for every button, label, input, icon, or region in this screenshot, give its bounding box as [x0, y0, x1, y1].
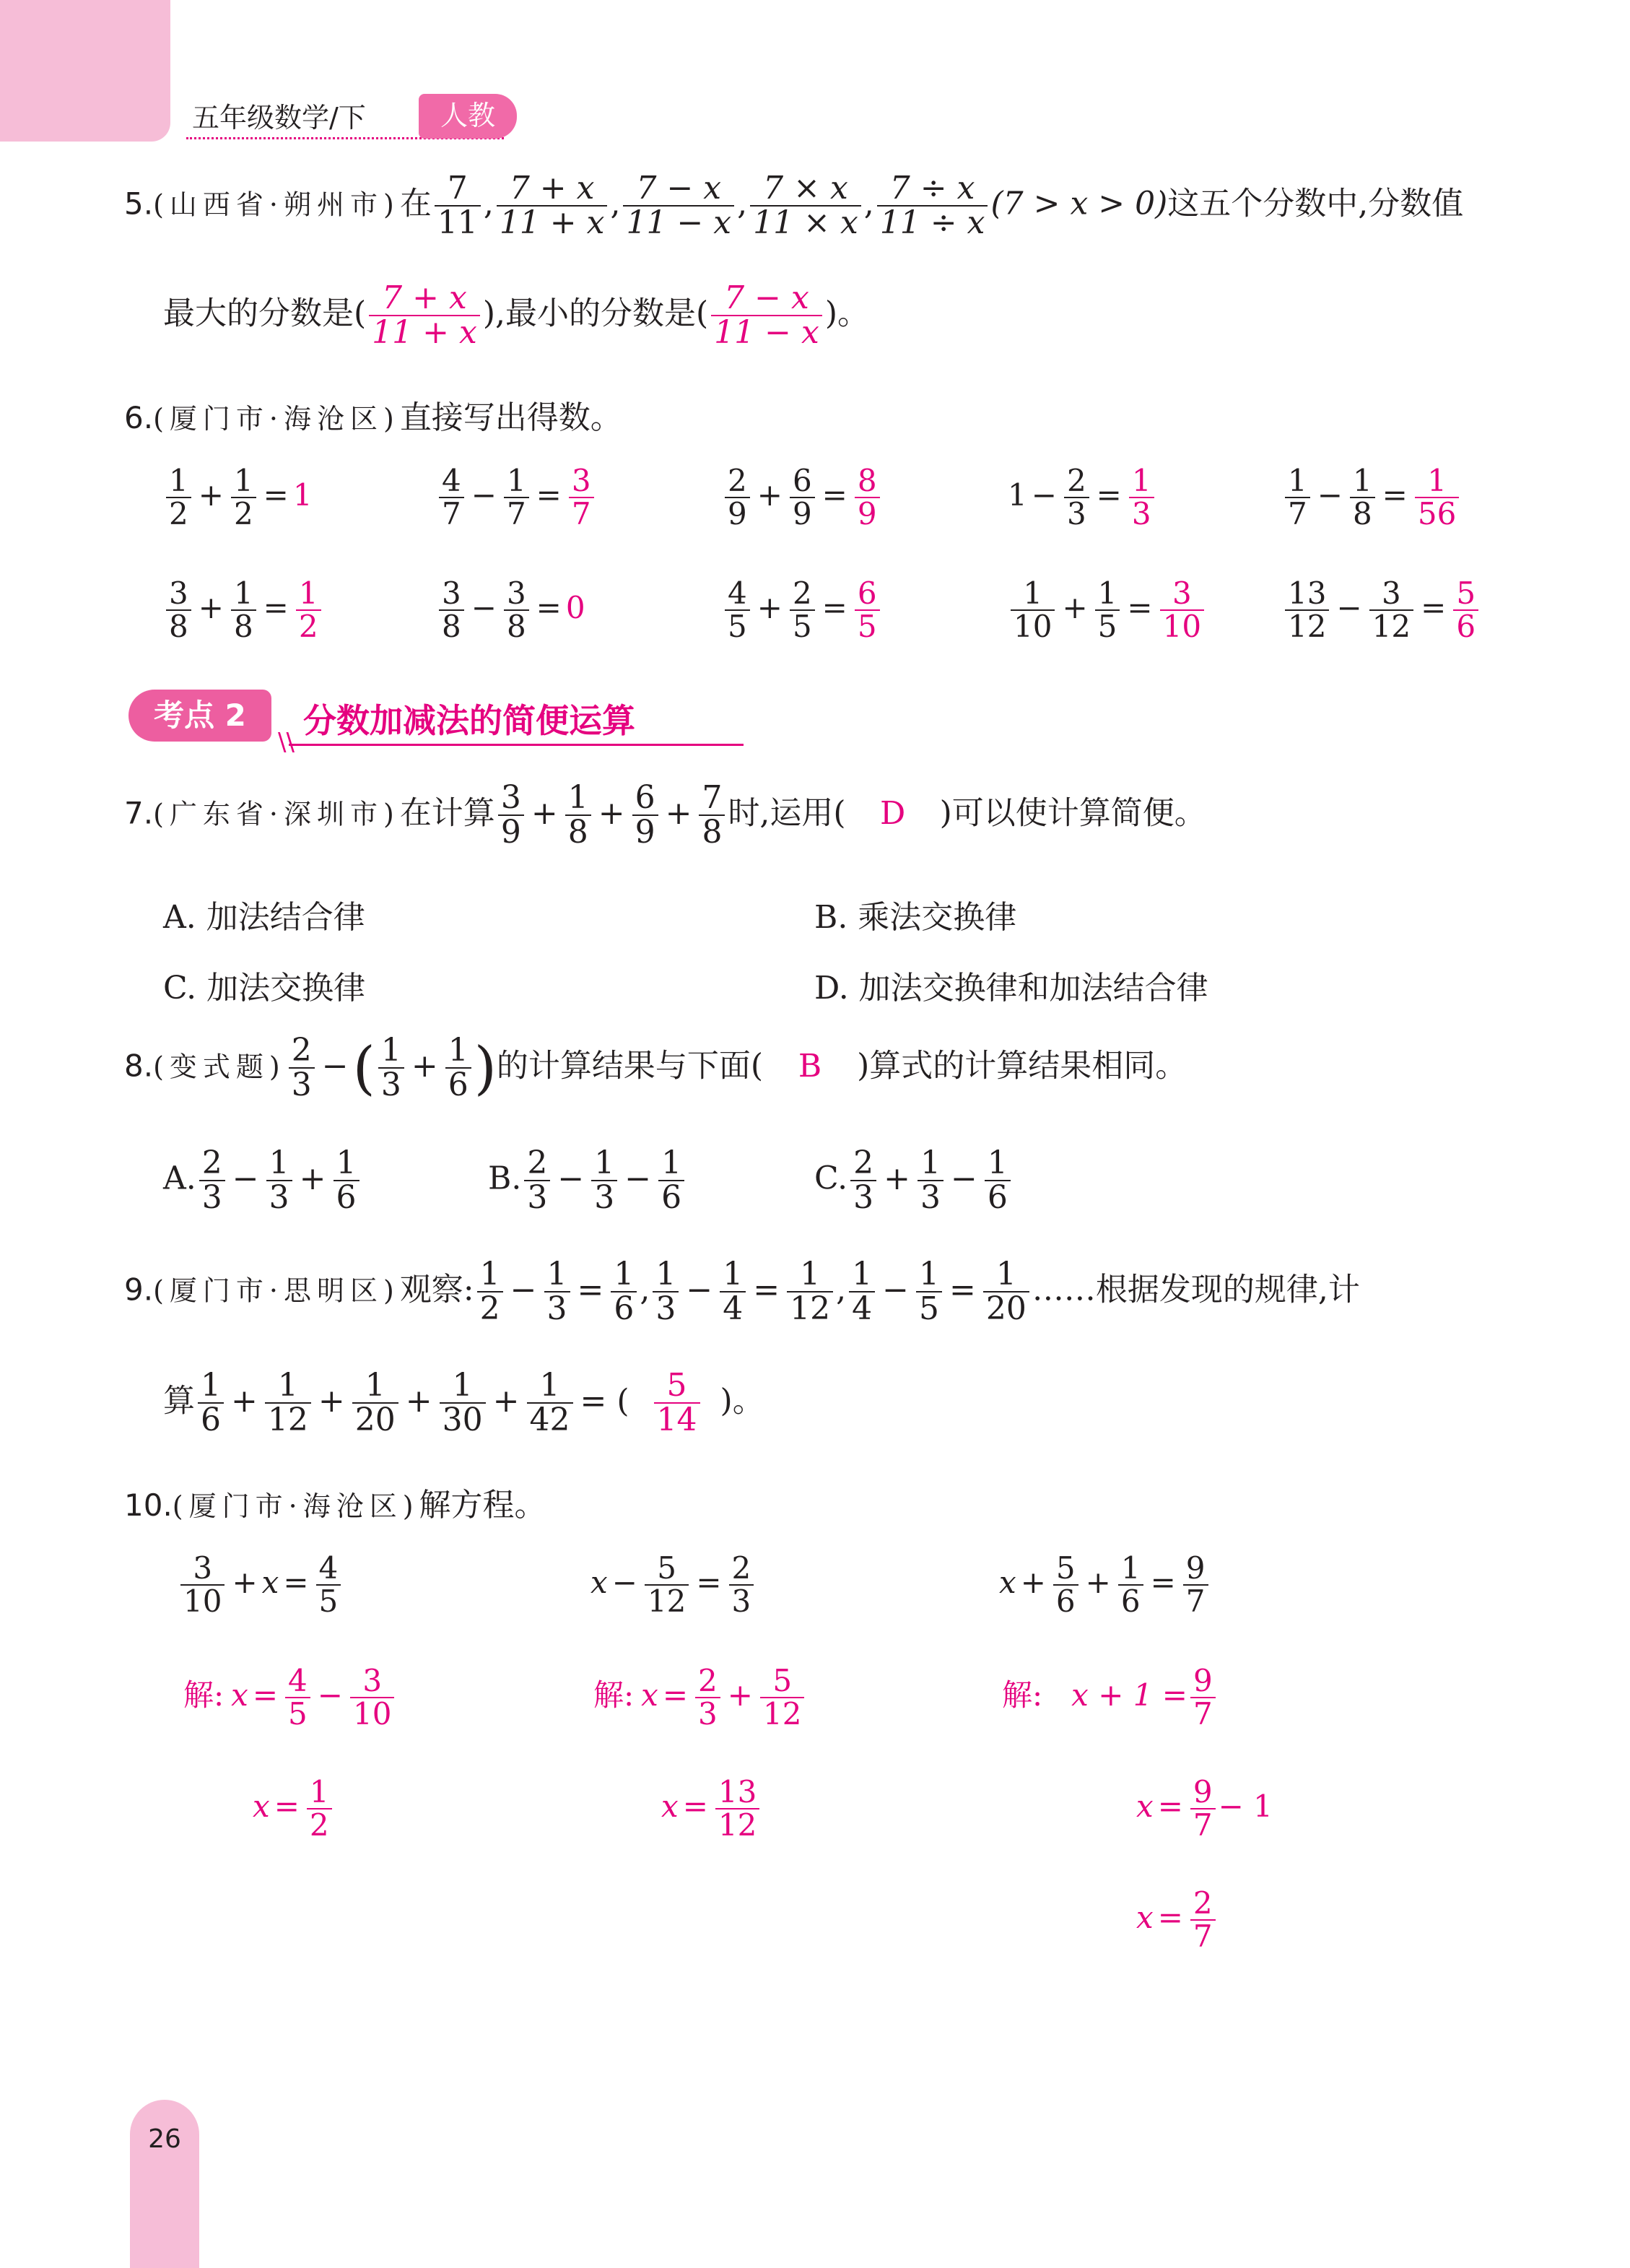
answer: $\frac{5}{14}$ — [654, 1369, 700, 1437]
answer: $\frac{5}{6}$ — [1453, 578, 1478, 643]
solution-1-result: x = $\frac{1}{2}$ — [253, 1776, 335, 1841]
solution-2-result: x = $\frac{13}{12}$ — [661, 1776, 762, 1841]
fraction: $\frac{7 \times x}{11 \times x}$ — [750, 172, 861, 240]
question-9: 9.(厦门市·思明区)观察: $\frac{1}{2}$ − $\frac{1}{3}$ = $\frac{1}{6}$ , $\frac{1}{3}$ − $\frac{1}{4}$ = $\frac{1}{12}$ , $\frac{1}{4}$ − $\frac{1}{5}$ = $\frac{1}{20}$ ……根据发现的规律,计 — [124, 1256, 1360, 1328]
solution-1-step1: 解: x = $\frac{4}{5}$ − $\frac{3}{10}$ — [183, 1665, 397, 1730]
solution-3-result: x = $\frac{2}{7}$ — [1136, 1887, 1219, 1952]
calc-item: $\frac{1}{7}$ − $\frac{1}{8}$ = $\frac{1}{56}$ — [1282, 465, 1462, 530]
calc-item: 1 − $\frac{2}{3}$ = $\frac{1}{3}$ — [1008, 465, 1157, 530]
calc-item: $\frac{2}{9}$ + $\frac{6}{9}$ = $\frac{8}{9}$ — [722, 465, 883, 530]
option-b: B. 乘法交换律 — [814, 899, 1017, 936]
answer: 0 — [565, 590, 585, 626]
page-number: 26 — [148, 2124, 181, 2154]
question-5: 5.(山西省·朔州市)在 $\frac{7}{11}$ , $\frac{7 + x}{11 + x}$ , $\frac{7 - x}{11 - x}$ , $\frac{7 \times x}{11 \times x}$ , $\frac{7 \div x}{11 \div x}$ (7 > x > 0)这五个分数中,分数值 — [124, 170, 1464, 242]
equation-2: x − $\frac{5}{12}$ = $\frac{2}{3}$ — [590, 1552, 757, 1617]
slash-decoration: \\ — [278, 728, 295, 757]
question-9-line2: 算 $\frac{1}{6}$ + $\frac{1}{12}$ + $\frac{1}{20}$ + $\frac{1}{30}$ + $\frac{1}{42}$ = ( $\frac{5}{14}$ )。 — [163, 1367, 764, 1439]
answer: $\frac{6}{5}$ — [855, 578, 880, 643]
edition-badge: 人教 — [419, 94, 517, 139]
calc-item: $\frac{4}{5}$ + $\frac{2}{5}$ = $\frac{6}{5}$ — [722, 578, 883, 643]
solution-3-step1: 解: x + 1 = $\frac{9}{7}$ — [1002, 1665, 1219, 1730]
calc-item: $\frac{4}{7}$ − $\frac{1}{7}$ = $\frac{3}{7}$ — [436, 465, 597, 530]
option-d: D. 加法交换律和加法结合律 — [814, 970, 1208, 1007]
calc-item: $\frac{1}{10}$ + $\frac{1}{5}$ = $\frac{3}{10}$ — [1008, 578, 1207, 643]
book-title: 五年级数学/下 — [192, 102, 366, 134]
solution-2-step1: 解: x = $\frac{2}{3}$ + $\frac{5}{12}$ — [593, 1665, 807, 1730]
answer: $\frac{1}{3}$ — [1129, 465, 1154, 530]
question-5-answers: 最大的分数是( $\frac{7 + x}{11 + x}$ ),最小的分数是( $\frac{7 - x}{11 - x}$ )。 — [163, 279, 869, 352]
answer-max-fraction: $\frac{7 + x}{11 + x}$ — [369, 282, 480, 349]
calc-item: $\frac{3}{8}$ − $\frac{3}{8}$ = 0 — [436, 578, 585, 643]
solution-3-step2: x = $\frac{9}{7}$ − 1 — [1136, 1774, 1273, 1843]
answer-min-fraction: $\frac{7 - x}{11 - x}$ — [711, 282, 822, 349]
option-c: C. 加法交换律 — [163, 970, 366, 1007]
fraction: $\frac{7 \div x}{11 \div x}$ — [877, 172, 988, 240]
fraction: $\frac{7 - x}{11 - x}$ — [623, 172, 734, 240]
answer: $\frac{3}{10}$ — [1160, 578, 1204, 643]
answer: $\frac{3}{7}$ — [569, 465, 594, 530]
answer: D — [879, 794, 906, 832]
calc-item: $\frac{1}{2}$ + $\frac{1}{2}$ = 1 — [163, 465, 313, 530]
question-10: 10.(厦门市·海沧区)解方程。 — [124, 1487, 546, 1524]
option-a: A. 加法结合律 — [163, 899, 365, 936]
equation-1: $\frac{3}{10}$ + x = $\frac{4}{5}$ — [178, 1552, 344, 1617]
calc-item: $\frac{3}{8}$ + $\frac{1}{8}$ = $\frac{1}{2}$ — [163, 578, 324, 643]
fraction: $\frac{7}{11}$ — [435, 172, 481, 240]
calc-item: $\frac{13}{12}$ − $\frac{3}{12}$ = $\frac{5}{6}$ — [1282, 578, 1481, 643]
answer: $\frac{8}{9}$ — [855, 465, 880, 530]
question-6: 6.(厦门市·海沧区)直接写出得数。 — [124, 399, 622, 436]
question-8: 8.(变式题) $\frac{2}{3}$ −( $\frac{1}{3}$ + $\frac{1}{6}$ )的计算结果与下面( B )算式的计算结果相同。 — [124, 1032, 1187, 1104]
question-7: 7.(广东省·深圳市)在计算 $\frac{3}{9}$ + $\frac{1}{8}$ + $\frac{6}{9}$ + $\frac{7}{8}$ 时,运用( D )可以使计算简便。 — [124, 779, 1206, 851]
option-c: C. $\frac{2}{3}$ + $\frac{1}{3}$ − $\frac{1}{6}$ — [814, 1147, 1014, 1215]
answer: $\frac{1}{2}$ — [296, 578, 321, 643]
section-label: 考点 2 — [128, 690, 271, 742]
section-title: 分数加减法的简便运算 — [303, 701, 635, 740]
answer: B — [798, 1047, 822, 1085]
option-b: B. $\frac{2}{3}$ − $\frac{1}{3}$ − $\frac{1}{6}$ — [488, 1147, 687, 1215]
equation-3: x + $\frac{5}{6}$ + $\frac{1}{6}$ = $\frac{9}{7}$ — [999, 1552, 1211, 1617]
answer: $\frac{1}{56}$ — [1415, 465, 1459, 530]
option-a: A. $\frac{2}{3}$ − $\frac{1}{3}$ + $\frac{1}{6}$ — [163, 1147, 362, 1215]
section-underline — [289, 744, 744, 746]
answer: 1 — [292, 477, 313, 513]
fraction: $\frac{7 + x}{11 + x}$ — [497, 172, 608, 240]
corner-decoration — [0, 0, 170, 142]
